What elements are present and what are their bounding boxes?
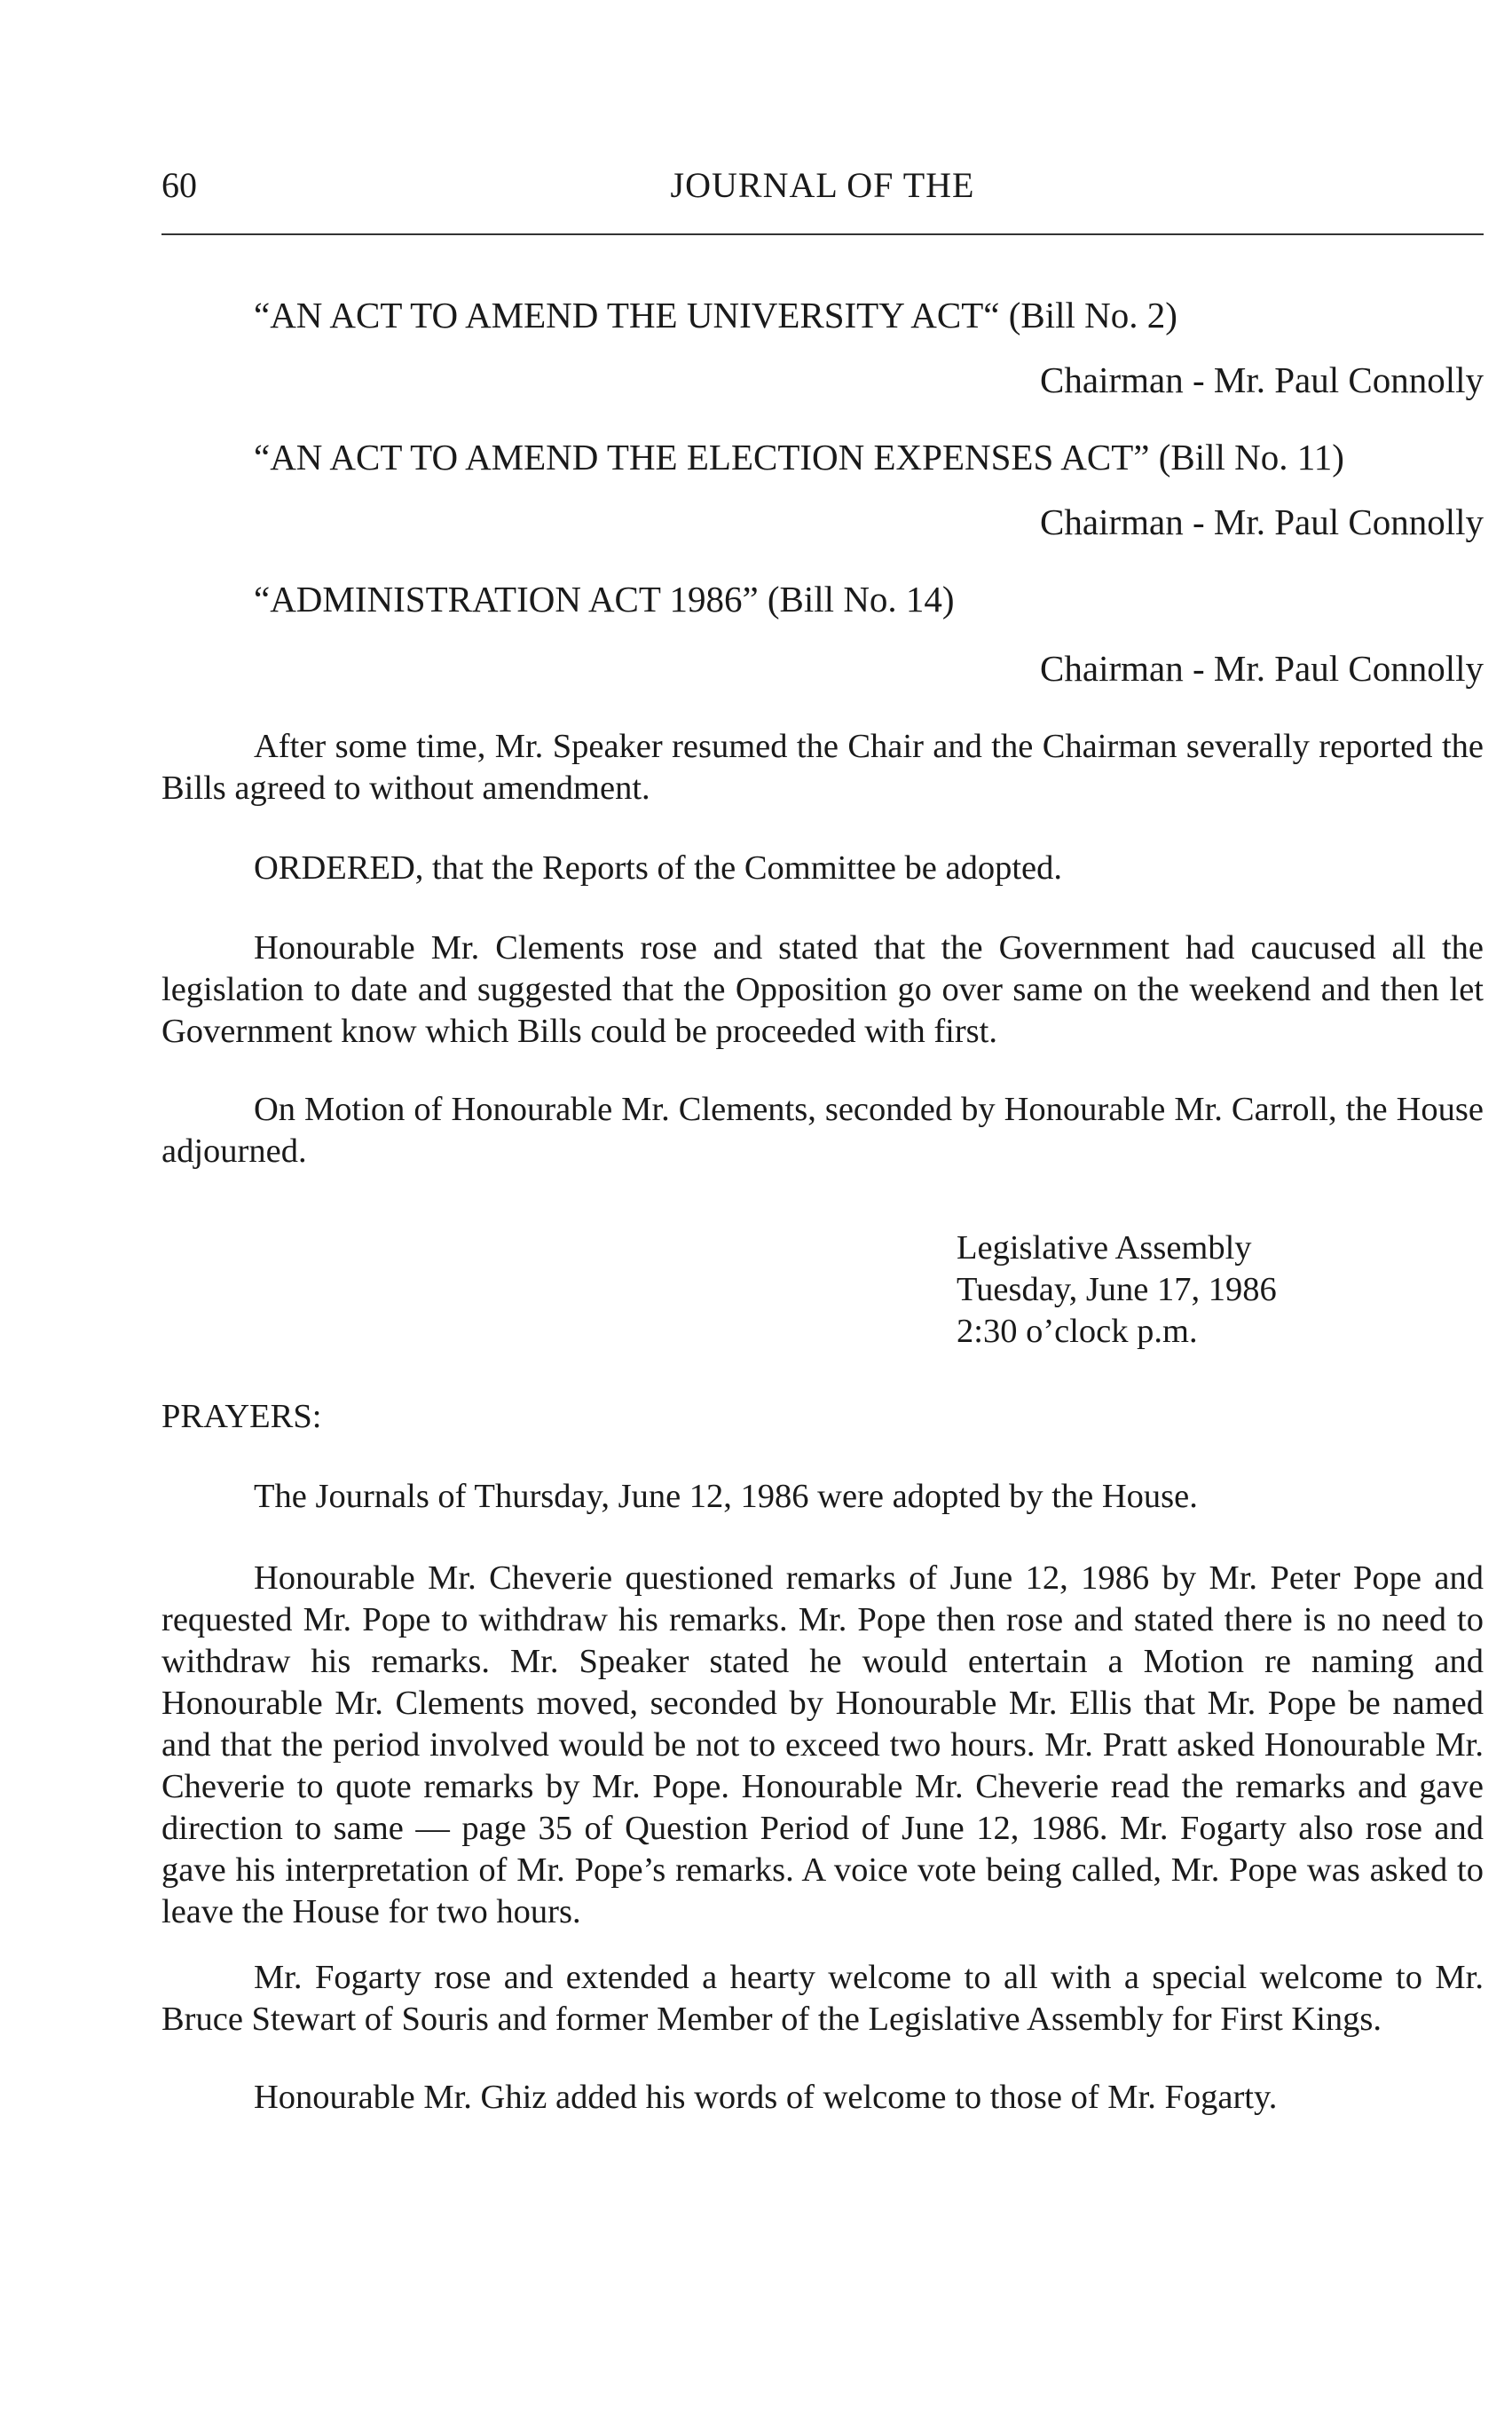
bill-title: “AN ACT TO AMEND THE UNIVERSITY ACT“ (Bill No. 2) [254, 295, 1177, 335]
paragraph: After some time, Mr. Speaker resumed the Chair and the Chairman severally reported the Bills agreed to without amendment. [161, 728, 1484, 807]
page-number: 60 [161, 165, 197, 205]
paragraph: The Journals of Thursday, June 12, 1986 were adopted by the House. [254, 1478, 1198, 1515]
paragraph: ORDERED, that the Reports of the Committee be adopted. [254, 849, 1062, 887]
bill-chairman: Chairman - Mr. Paul Connolly [1040, 359, 1484, 400]
paragraph: Mr. Fogarty rose and extended a hearty welcome to all with a special welcome to Mr. Bruce Stewart of Souris and former Member of the Legislative Assembly for First Kings. [161, 1959, 1484, 2038]
paragraph: Honourable Mr. Ghiz added his words of welcome to those of Mr. Fogarty. [254, 2079, 1278, 2116]
prayers-heading: PRAYERS: [161, 1398, 322, 1435]
paragraph: Honourable Mr. Cheverie questioned remarks of June 12, 1986 by Mr. Peter Pope and requested Mr. Pope to withdraw his remarks. Mr. Pope then rose and stated there is no need to withdraw his remarks. Mr. Speaker stated he would entertain a Motion re naming and Honourable Mr. Clements moved, seconded by Honourable Mr. Ellis that Mr. Pope be named and that the period involved would be not to exceed two hours. Mr. Pratt asked Honourable Mr. Cheverie to quote remarks by Mr. Pope. Honourable Mr. Cheverie read the remarks and gave direction to same — page 35 of Question Period of June 12, 1986. Mr. Fogarty also rose and gave his interpretation of Mr. Pope’s remarks. A voice vote being called, Mr. Pope was asked to leave the House for two hours. [161, 1559, 1484, 1930]
sitting-time: 2:30 o’clock p.m. [957, 1313, 1198, 1350]
paragraph: On Motion of Honourable Mr. Clements, seconded by Honourable Mr. Carroll, the House adjourned. [161, 1091, 1484, 1170]
bill-title: “AN ACT TO AMEND THE ELECTION EXPENSES ACT” (Bill No. 11) [254, 437, 1344, 477]
sitting-date: Tuesday, June 17, 1986 [957, 1271, 1277, 1308]
running-title: JOURNAL OF THE [670, 165, 975, 205]
header-rule [161, 233, 1484, 235]
bill-chairman: Chairman - Mr. Paul Connolly [1040, 648, 1484, 689]
bill-title: “ADMINISTRATION ACT 1986” (Bill No. 14) [254, 579, 955, 620]
bill-chairman: Chairman - Mr. Paul Connolly [1040, 501, 1484, 542]
paragraph: Honourable Mr. Clements rose and stated that the Government had caucused all the legislation to date and suggested that the Opposition go over same on the weekend and then let Government know which Bills could be proceeded with first. [161, 929, 1484, 1050]
sitting-place: Legislative Assembly [957, 1229, 1252, 1267]
running-header [161, 164, 1484, 217]
sitting-block [957, 1227, 1277, 1353]
